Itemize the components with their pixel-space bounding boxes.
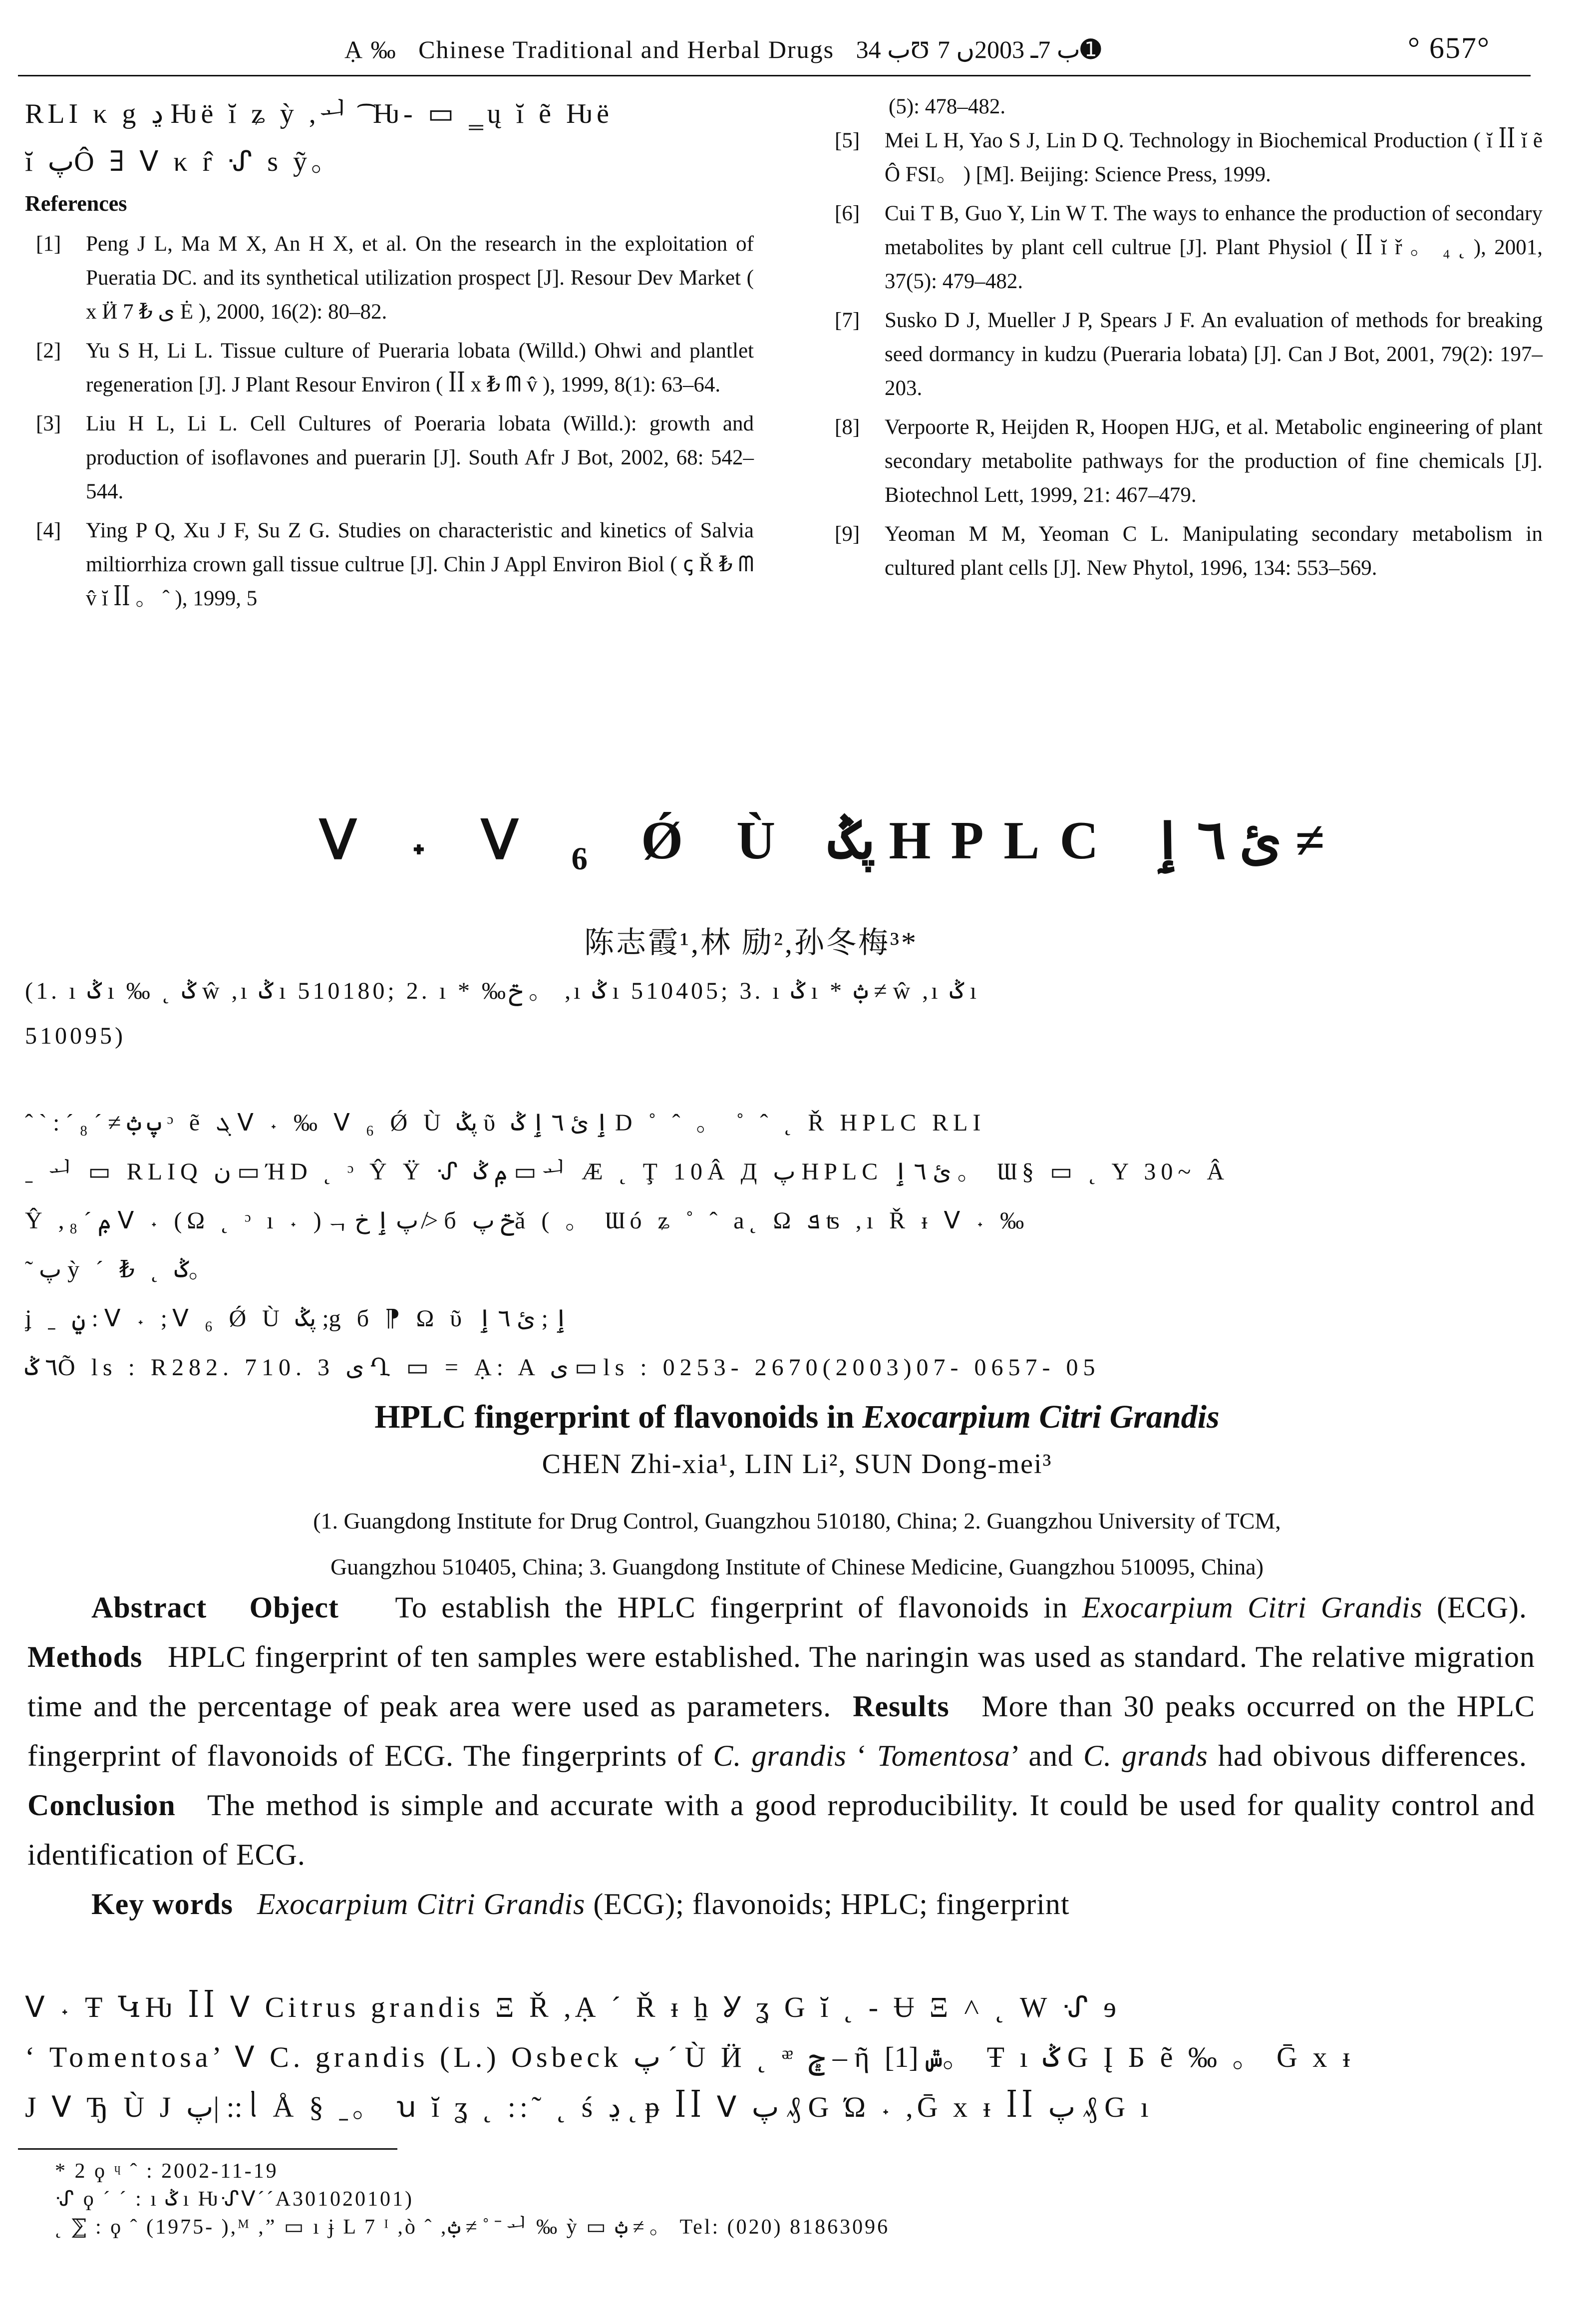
- reference-number: [2]: [36, 339, 61, 363]
- footnote-fund: ᔙ ϙ ˊ ˊ : ı ݣ ı ǶᔙᐯˊˊA301020101): [55, 2188, 414, 2211]
- keywords-species: Exocarpium Citri Grandis: [257, 1888, 586, 1921]
- results-text: More than 30 peaks occurred on the HPLC fingerprint of flavonoids of ECG. The fingerprints of: [27, 1690, 1536, 1772]
- results-species-2: Tomentosa: [877, 1739, 1010, 1772]
- chinese-abstract-line: ˜ پ ỳ ˊ ₺ ˛ ݣ。: [25, 1256, 218, 1283]
- english-affiliation-line-2: Guangzhou 510405, China; 3. Guangdong Institute of Chinese Medicine, Guangzhou 510095, China): [330, 1554, 1264, 1579]
- references-heading: References: [25, 191, 127, 216]
- results-text-4: had obivous differences.: [1208, 1739, 1528, 1772]
- reference-number: [7]: [835, 309, 860, 332]
- references-list-right: [824, 124, 1543, 585]
- reference-number: [6]: [835, 202, 860, 225]
- results-label: Results: [853, 1690, 950, 1723]
- body-line: J ᐯ Ђ Ù J پ| :: ᥣ Å § ˍ。 ꭒ ĭ ʓ ˛ ::˜ ˛ ś ڍ ˛ ᵽ ꟾꟾ ᐯ پ ₰ G Ώ ˖ ,Ḡ x ᵻ ꟾꟾ پ ₰ G ı: [25, 2091, 1153, 2123]
- running-header: [0, 31, 1594, 76]
- header-rule: [18, 75, 1531, 76]
- results-text-3: ’ and: [1010, 1739, 1084, 1772]
- chinese-keywords-line: ʝ ˍ ݧ : ᐯ ˖ ;ᐯ ₆ Ǿ Ù پݣ ;g б ⁋ Ω ῦ ٳ ; ئ ٦ ٳ: [25, 1305, 568, 1332]
- reference-text: Yu S H, Li L. Tissue culture of Pueraria lobata (Willd.) Ohwi and plantlet regeneration [J]. J Plant Resour Environ ( ꟾꟾ x ₺ ᗰ v̂ ), 1999, 8(1): 63–64.: [86, 339, 754, 396]
- header-prefix: Ạ ‰: [344, 35, 397, 63]
- body-line: ‘ Tomentosa’ ᐯ C. grandis (L.) Osbeck پ ˊ Ù Ӥ ˛ ᵆ ݯ – ῆ ݜ [1]。 Ŧ ı ݣ G Į Б ẽ ‰ 。 Ḡ x ᵻ: [25, 2041, 1354, 2073]
- methods-text: HPLC fingerprint of ten samples were established. The naringin was used as standard. The relative migration time and the percentage of peak area were used as parameters.: [27, 1640, 1536, 1723]
- chinese-authors: 陈志霞¹,林 励²,孙冬梅³*: [584, 926, 918, 959]
- right-column: [824, 90, 1543, 590]
- reference-item: [25, 334, 754, 402]
- reference-item: [824, 304, 1543, 405]
- object-species: Exocarpium Citri Grandis: [1082, 1591, 1423, 1624]
- footnote-received: * 2 ϙ ᶣ ˆ : 2002-11-19: [55, 2160, 279, 2183]
- reference-text: Mei L H, Yao S J, Lin D Q. Technology in Biochemical Production ( ĭ ꟾꟾ ĭ ẽ Ô FSI。 ) [M]. Beijing: Science Press, 1999.: [885, 129, 1543, 186]
- body-line: ᐯ ˖ Ŧ ԿǶ ꟾꟾ ᐯ Citrus grandis Ξ Ř ,Ạ ˊ Ř ᵻ ẖ Ỿ ʓ G ĭ ˛ - Ʉ Ξ ˄ ˛ W ᔙ ɘ: [25, 1991, 1120, 2023]
- abstract-paragraph: [27, 1583, 1535, 1880]
- english-affiliation-line-1: (1. Guangdong Institute for Drug Control, Guangzhou 510180, China; 2. Guangzhou University of TCM,: [313, 1508, 1281, 1534]
- conclusion-text: The method is simple and accurate with a good reproducibility. It could be used for quality control and identification of ECG.: [27, 1789, 1536, 1871]
- results-text-2: ‘: [846, 1739, 877, 1772]
- chinese-affiliation-line-1: (1. ı ݣ ı ‰ ˛ ݣ ŵ ,ı ݣ ı 510180; 2. ı * ‰ݗ 。 ,ı ݣ ı 510405; 3. ı ݣ ı * ݑ ≠ ŵ ,ı ݣ ı: [25, 978, 980, 1004]
- chinese-affiliation-line-2: 510095): [25, 1023, 126, 1049]
- reference-item: [25, 227, 754, 329]
- results-species-3: C. grands: [1083, 1739, 1208, 1772]
- reference-text: Yeoman M M, Yeoman C L. Manipulating secondary metabolism in cultured plant cells [J]. New Phytol, 1996, 134: 553–569.: [885, 522, 1543, 580]
- conclusion-label: Conclusion: [27, 1789, 176, 1822]
- reference-text: Ying P Q, Xu J F, Su Z G. Studies on characteristic and kinetics of Salvia miltiorrhiza crown gall tissue cultrue [J]. Chin J Appl Environ Biol ( ꞔ Ř ₺ ᗰ v̂ ĭ ꟾꟾ 。 ˆ ), 1999, 5: [86, 519, 754, 610]
- references-list-left: [25, 227, 754, 616]
- english-authors: CHEN Zhi-xia¹, LIN Li², SUN Dong-mei³: [542, 1449, 1052, 1480]
- chinese-title: ᐯ ˖ ᐯ ₆ Ǿ Ù پݣ HPLC ئ ٦ ٳ ≠: [319, 811, 1325, 870]
- results-species-1: C. grandis: [713, 1739, 847, 1772]
- classification-line: ٦ ݣÕ ls : R282. 710. 3 ی Ղ ▭ = Ạ: A ی ▭ ls : 0253- 2670(2003)07- 0657- 05: [25, 1354, 1100, 1381]
- reference-number: [8]: [835, 415, 860, 439]
- chinese-abstract-line: ˍ ᅬ ▭ RLIQ ن ▭ ΉD ˛ ᵓ Ŷ Ÿ ᔙ ݦ ݣ ▭ ᅬ Æ ˛ Ţ 10Â Д پ HPLC ئ ٦ ٳ 。 Ɯ§ ▭ ˛ Y 30~ Â: [25, 1159, 1230, 1185]
- object-text: To establish the HPLC fingerprint of flavonoids in: [395, 1591, 1082, 1624]
- english-title-text: HPLC fingerprint of flavonoids in: [374, 1399, 863, 1435]
- reference-text: Cui T B, Guo Y, Lin W T. The ways to enhance the production of secondary metabolites by plant cell cultrue [J]. Plant Physiol ( ꟾꟾ ĭ ř 。 ₄ ˛ ), 2001, 37(5): 479–482.: [885, 202, 1543, 293]
- keywords-line: [91, 1880, 1535, 1929]
- reference-number: [5]: [835, 129, 860, 152]
- footnotes: [55, 2157, 1503, 2241]
- english-title-species: Exocarpium Citri Grandis: [862, 1399, 1220, 1435]
- object-label: Object: [249, 1591, 339, 1624]
- reference-number: [4]: [36, 519, 61, 542]
- chinese-abstract: [25, 1099, 1548, 1392]
- object-text-2: (ECG).: [1437, 1591, 1528, 1624]
- reference-continuation: (5): 478–482.: [889, 95, 1006, 118]
- header-journal-line: [344, 35, 1101, 64]
- reference-number: [1]: [36, 232, 61, 256]
- keywords-label: Key words: [91, 1888, 233, 1921]
- header-journal: Chinese Traditional and Herbal Drugs: [418, 35, 835, 63]
- reference-number: [9]: [835, 522, 860, 546]
- reference-item: [824, 124, 1543, 192]
- reference-text: Verpoorte R, Heijden R, Hoopen HJG, et al. Metabolic engineering of plant secondary metabolite pathways for the production of fine chemicals [J]. Biotechnol Lett, 1999, 21: 467–479.: [885, 415, 1543, 507]
- intro-line-1: RLI κ g ڍ Ƕë ĭ ʑ ỳ ,ᅬ ͡ Ƕ- ▭ ‗ų ĭ ẽ Ƕë: [25, 98, 614, 129]
- reference-item: [824, 410, 1543, 512]
- reference-text: Peng J L, Ma M X, An H X, et al. On the research in the exploitation of Pueratia DC. and its synthetical utilization prospect [J]. Resour Dev Market ( x Ӥ ی ₺ 7 Ė ), 2000, 16(2): 80–82.: [86, 232, 754, 324]
- chinese-abstract-line: ˆ ˋ : ˊ پ ݑ ≠ ˊ ₈ ᵓ ẽ ܓ ᐯ ˖ ‰ ᐯ ₆ Ǿ Ù پݣ ῦ ٳ ئ ٦ ٳ ݣ D ˚ ˆ 。 ˚ ˆ ˛ Ř HPLC RLI: [25, 1110, 986, 1136]
- english-abstract: [27, 1583, 1535, 1929]
- reference-item: [25, 514, 754, 616]
- chinese-abstract-line: Ŷ ,ݦ ˊ ₈ ᐯ ˖ (Ω ˛ ᵓ ı ˖ )ᆨپ ٳ خ ≯ б ݗ پǎ ( 。 Ɯó ʑ ˚ ˆ a˛ Ω ܦ ʦ ,ı Ř ᵻ ᐯ ˖ ‰: [25, 1207, 1029, 1234]
- abstract-label: Abstract: [91, 1591, 207, 1624]
- keywords-rest: (ECG); flavonoids; HPLC; fingerprint: [585, 1888, 1070, 1921]
- reference-item: [25, 407, 754, 509]
- reference-item: [824, 517, 1543, 585]
- intro-line-2: ĭ پÔ ∃ ᐯ κ r̂ ᔙ s ỹ。: [25, 146, 343, 177]
- reference-text: Liu H L, Li L. Cell Cultures of Poeraria lobata (Willd.): growth and production of isoflavones and puerarin [J]. South Afr J Bot, 2002, 68: 542–544.: [86, 412, 754, 503]
- page-number: ° 657°: [1408, 31, 1490, 64]
- footnote-rule: [18, 2148, 397, 2150]
- reference-text: Susko D J, Mueller J P, Spears J F. An evaluation of methods for breaking seed dormancy in kudzu (Pueraria lobata) [J]. Can J Bot, 2001, 79(2): 197–203.: [885, 309, 1543, 400]
- header-issue: ب 34Ʊ ب 7ـ 2003ں 7➊: [856, 35, 1101, 63]
- english-title: [0, 1398, 1594, 1436]
- reference-number: [3]: [36, 412, 61, 435]
- methods-label: Methods: [27, 1640, 143, 1673]
- chinese-affiliation: [25, 969, 1548, 1059]
- reference-item: [824, 197, 1543, 299]
- left-column: [25, 90, 754, 621]
- english-affiliation: [0, 1498, 1594, 1590]
- footnote-author: ˛ ⅀ : ϙ ˆ (1975- ),ᴹ ,” ▭ ı ɉ L 7 ᴵ ,ò ˆ ,ݑ ≠ ˚ ˉ ᅬ ‰ ỳ ▭ ݑ ≠ 。 Tel: (020) 81863096: [55, 2216, 890, 2239]
- body-text: [25, 1982, 1548, 2132]
